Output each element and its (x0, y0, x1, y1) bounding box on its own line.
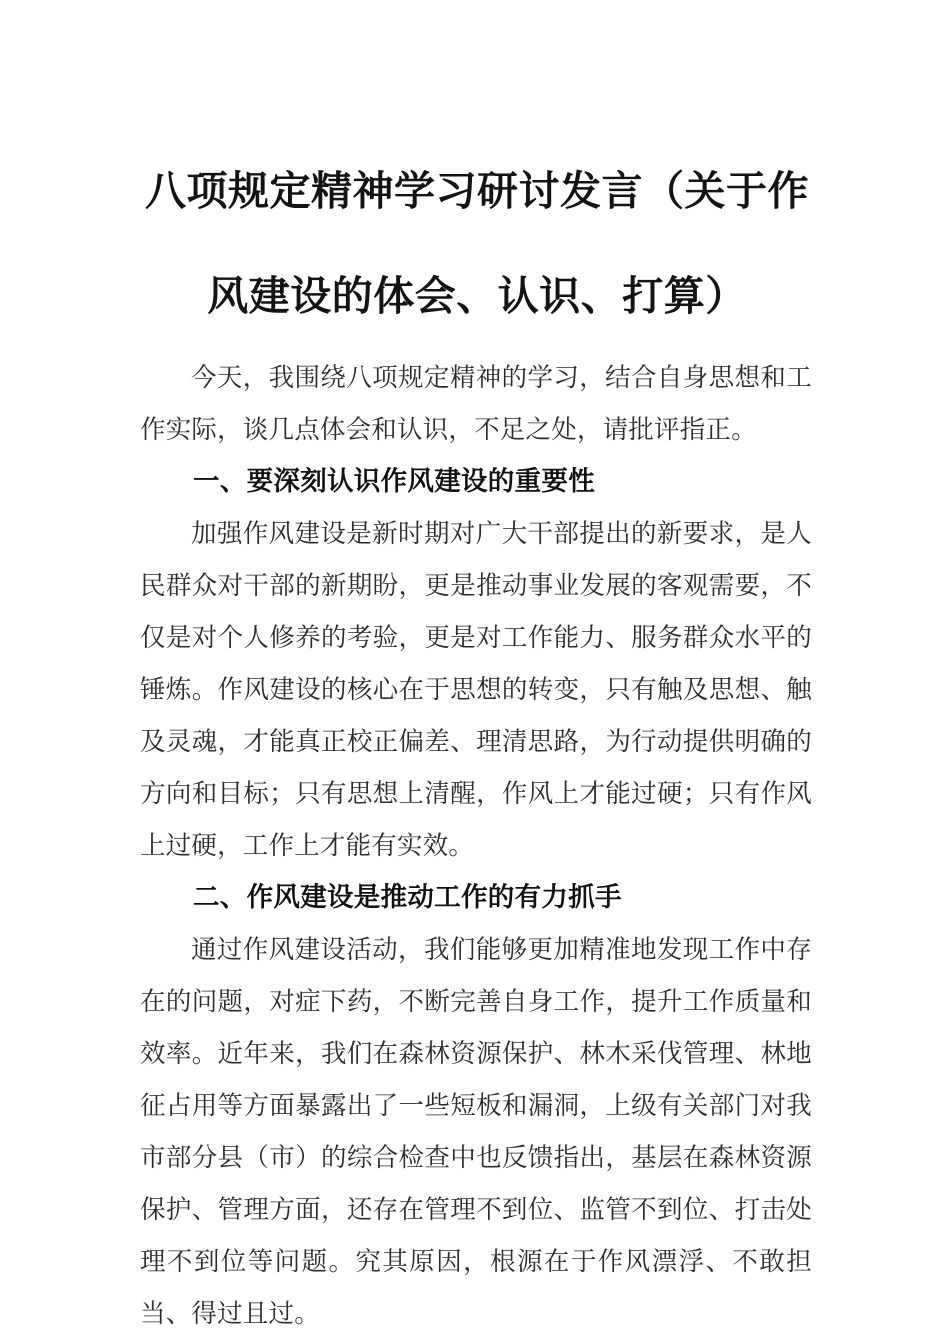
document-title: 八项规定精神学习研讨发言（关于作风建设的体会、认识、打算） (145, 167, 809, 321)
section-2-paragraph: 通过作风建设活动，我们能够更加精准地发现工作中存在的问题，对症下药，不断完善自身工作，提升工作质量和效率。近年来，我们在森林资源保护、林木采伐管理、林地征占用等方面暴露出了一些短板和漏洞，上级有关部门对我市部分县（市）的综合检查中也反馈指出，基层在森林资源保护、管理方面，还存在管理不到位、监管不到位、打击处理不到位等问题。究其原因，根源在于作风漂浮、不敢担当、得过且过。 (140, 935, 812, 1329)
section-1-paragraph: 加强作风建设是新时期对广大干部提出的新要求，是人民群众对干部的新期盼，更是推动事业发展的客观需要，不仅是对个人修养的考验，更是对工作能力、服务群众水平的锤炼。作风建设的核心在于思想的转变，只有触及思想、触及灵魂，才能真正校正偏差、理清思路，为行动提供明确的方向和目标；只有思想上清醒，作风上才能过硬；只有作风上过硬，工作上才能有实效。 (140, 519, 812, 861)
intro-paragraph: 今天，我围绕八项规定精神的学习，结合自身思想和工作实际，谈几点体会和认识，不足之处，请批评指正。 (140, 363, 812, 445)
document-body (140, 352, 812, 1340)
section-heading-2: 二、作风建设是推动工作的有力抓手 (193, 882, 622, 913)
section-heading-1: 一、要深刻认识作风建设的重要性 (193, 466, 595, 497)
